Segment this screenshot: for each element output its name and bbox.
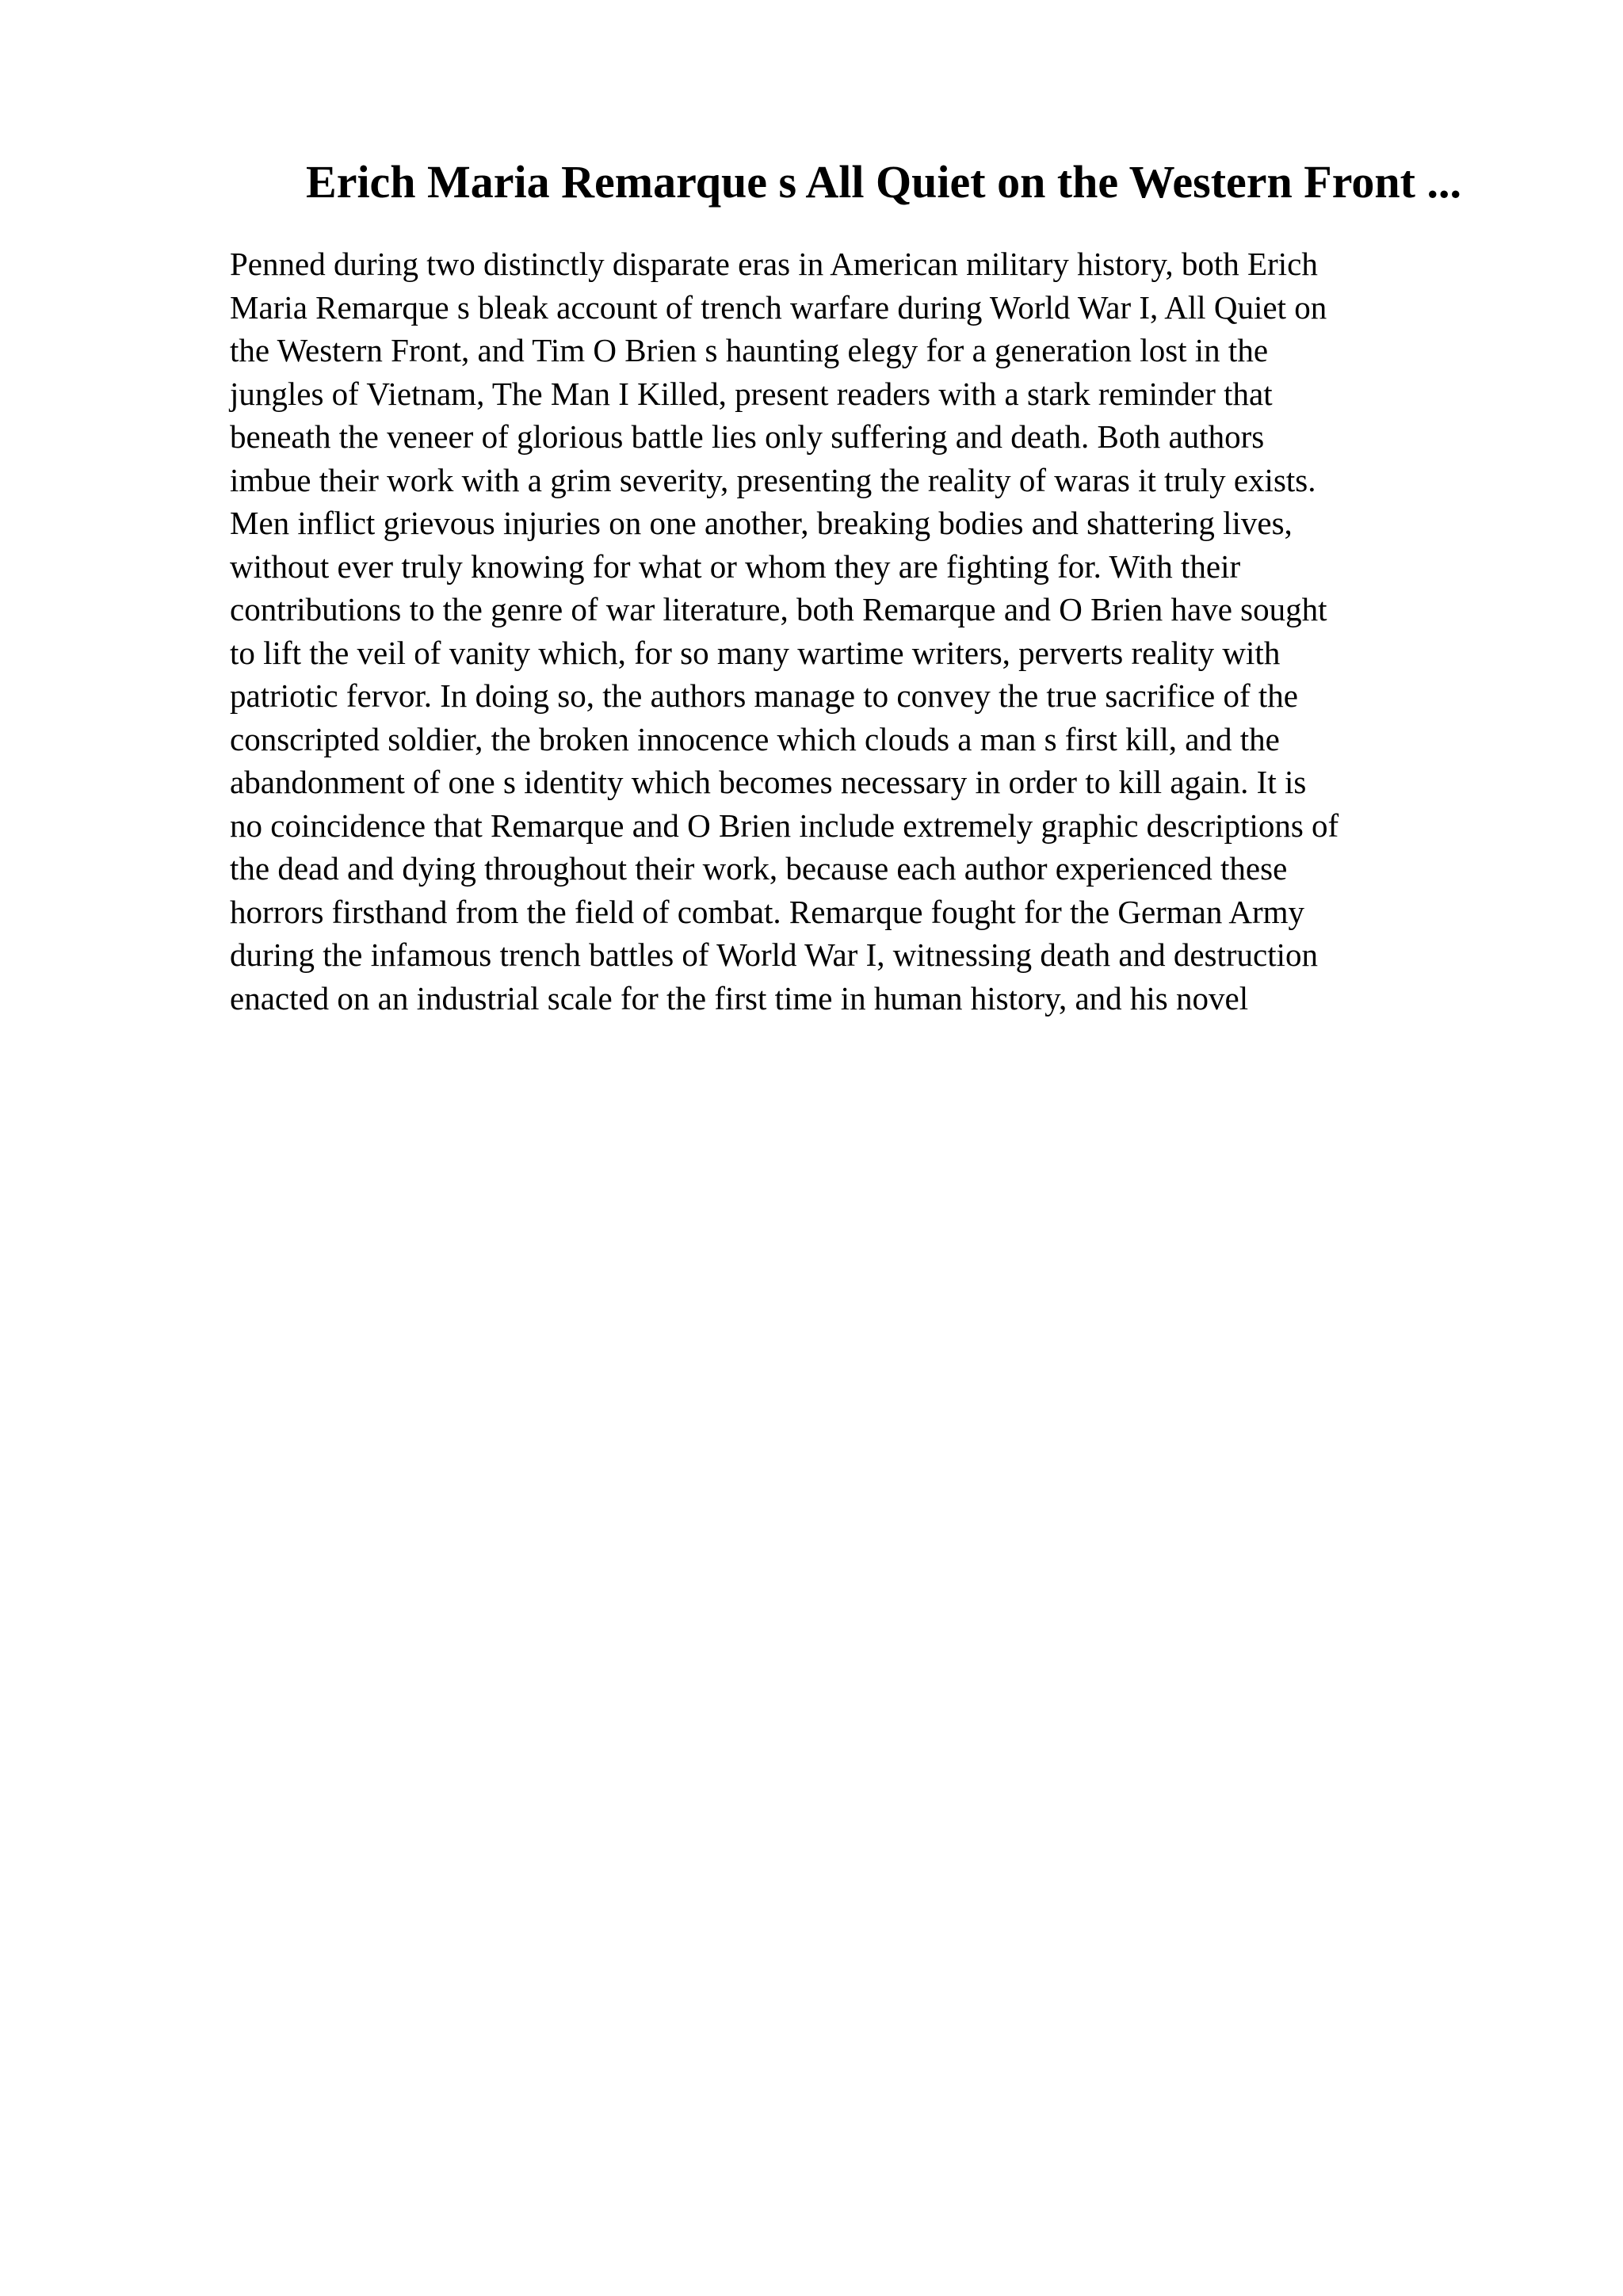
body-line: Maria Remarque s bleak account of trench warfare during World War I, All Quiet on bbox=[230, 288, 1327, 326]
body-line: Penned during two distinctly disparate eras in American military history, both Erich bbox=[230, 246, 1318, 282]
document-body bbox=[230, 242, 1514, 1020]
body-line: enacted on an industrial scale for the first time in human history, and his novel bbox=[230, 979, 1249, 1016]
body-line: the dead and dying throughout their work, because each author experienced these bbox=[230, 850, 1288, 887]
body-line: beneath the veneer of glorious battle lies only suffering and death. Both authors bbox=[230, 418, 1265, 455]
body-line: to lift the veil of vanity which, for so many wartime writers, perverts reality with bbox=[230, 634, 1281, 671]
body-line: conscripted soldier, the broken innocence which clouds a man s first kill, and the bbox=[230, 720, 1280, 757]
body-line: imbue their work with a grim severity, presenting the reality of waras it truly exists. bbox=[230, 461, 1316, 498]
body-line: the Western Front, and Tim O Brien s haunting elegy for a generation lost in the bbox=[230, 332, 1269, 368]
body-line: horrors firsthand from the field of combat. Remarque fought for the German Army bbox=[230, 893, 1305, 930]
body-line: jungles of Vietnam, The Man I Killed, present readers with a stark reminder that bbox=[230, 375, 1273, 412]
document-title: Erich Maria Remarque s All Quiet on the Western Front ... bbox=[306, 156, 1461, 208]
body-line: abandonment of one s identity which becomes necessary in order to kill again. It is bbox=[230, 764, 1307, 800]
body-line: without ever truly knowing for what or whom they are fighting for. With their bbox=[230, 547, 1241, 585]
body-line: contributions to the genre of war literature, both Remarque and O Brien have sought bbox=[230, 591, 1327, 627]
body-line: during the infamous trench battles of World War I, witnessing death and destruction bbox=[230, 936, 1319, 973]
body-line: patriotic fervor. In doing so, the authors manage to convey the true sacrifice of the bbox=[230, 677, 1298, 714]
body-line: no coincidence that Remarque and O Brien include extremely graphic descriptions of bbox=[230, 807, 1339, 844]
body-line: Men inflict grievous injuries on one another, breaking bodies and shattering lives, bbox=[230, 505, 1293, 541]
